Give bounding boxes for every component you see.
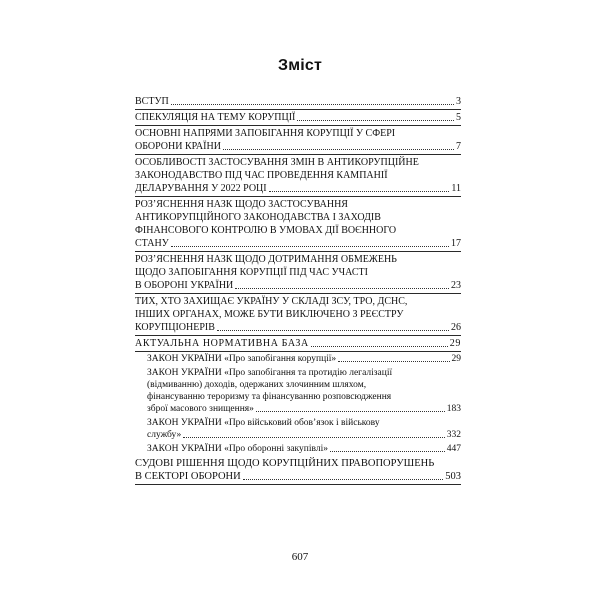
toc-entry-text: В СЕКТОРІ ОБОРОНИ: [135, 471, 241, 482]
toc-entry-last-line: [147, 443, 461, 455]
dot-leader: [330, 451, 445, 452]
toc-entry: [135, 197, 461, 252]
toc-entry-text: ТИХ, ХТО ЗАХИЩАЄ УКРАЇНУ У СКЛАДІ ЗСУ, ТРО, ДСНС,: [135, 296, 408, 307]
toc-entry-text: ОБОРОНИ КРАЇНИ: [135, 141, 221, 152]
dot-leader: [223, 149, 454, 150]
toc-entry: [135, 336, 461, 352]
toc-entry-text: ФІНАНСОВОГО КОНТРОЛЮ В УМОВАХ ДІЇ ВОЄННОГО: [135, 225, 397, 236]
dot-leader: [171, 246, 449, 247]
toc-entry-text: РОЗ’ЯСНЕННЯ НАЗК ЩОДО ДОТРИМАННЯ ОБМЕЖЕНЬ: [135, 254, 397, 265]
toc-entry-last-line: [135, 182, 461, 195]
toc-entry-text: СУДОВІ РІШЕННЯ ЩОДО КОРУПЦІЙНИХ ПРАВОПОРУШЕНЬ: [135, 458, 435, 469]
toc-entry-last-line: [135, 237, 461, 250]
toc-page-number: 11: [451, 183, 461, 194]
toc-entry-text: фінансуванню тероризму та фінансуванню розповсюдження: [147, 392, 392, 402]
dot-leader: [338, 361, 449, 362]
toc-entry-last-line: [135, 95, 461, 108]
toc-entry-text: зброї масового знищення»: [147, 404, 254, 414]
toc-entry-text: РОЗ’ЯСНЕННЯ НАЗК ЩОДО ЗАСТОСУВАННЯ: [135, 199, 348, 210]
dot-leader: [256, 411, 445, 412]
toc-subentry: [147, 366, 461, 416]
dot-leader: [311, 346, 448, 347]
page-number: 607: [291, 551, 309, 563]
toc-entry-text: ЗАКОН УКРАЇНИ «Про запобігання та протидію легалізації: [147, 368, 393, 378]
toc-entry-text: АКТУАЛЬНА НОРМАТИВНА БАЗА: [135, 338, 309, 349]
toc-entry-last-line: [147, 403, 461, 415]
toc-page-number: 23: [451, 280, 461, 291]
dot-leader: [269, 191, 450, 192]
toc-page-number: 7: [456, 141, 461, 152]
toc-entry: [135, 456, 461, 485]
page-title: Зміст: [277, 57, 323, 74]
toc-entry-text: ЗАКОН УКРАЇНИ «Про запобігання корупції»: [147, 354, 337, 364]
dot-leader: [297, 120, 454, 121]
toc-entry: [135, 126, 461, 155]
toc-subentry: [147, 352, 461, 366]
dot-leader: [243, 479, 444, 480]
toc-entry-last-line: [135, 321, 461, 334]
toc-entry-last-line: [135, 111, 461, 124]
toc-entry: [135, 252, 461, 294]
toc-entry: [135, 155, 461, 197]
toc-page-number: 29: [449, 338, 461, 349]
toc-entry-text: ДЕЛАРУВАННЯ У 2022 РОЦІ: [135, 183, 267, 194]
toc-entry-text: АНТИКОРУПЦІЙНОГО ЗАКОНОДАВСТВА І ЗАХОДІВ: [135, 212, 381, 223]
toc-entry-last-line: [135, 279, 461, 292]
dot-leader: [217, 330, 449, 331]
toc-subentry: [147, 442, 461, 456]
toc-entry-text: В ОБОРОНІ УКРАЇНИ: [135, 280, 234, 291]
toc-page-number: 503: [445, 471, 461, 482]
toc-entry-last-line: [135, 337, 461, 350]
toc-page-number: 332: [446, 430, 461, 440]
toc-page-number: 29: [451, 354, 461, 364]
toc-entry-text: ЗАКОН УКРАЇНИ «Про військовий обов’язок і військову: [147, 418, 380, 428]
dot-leader: [171, 104, 454, 105]
toc-entry-text: КОРУПЦІОНЕРІВ: [135, 322, 215, 333]
toc-entry-last-line: [147, 429, 461, 441]
toc-entry-text: (відмиванню) доходів, одержаних злочинним шляхом,: [147, 380, 367, 390]
toc-entry-last-line: [135, 140, 461, 153]
toc-entry-text: службу»: [147, 430, 182, 440]
toc-subentry: [147, 416, 461, 442]
toc-entry-text: СПЕКУЛЯЦІЯ НА ТЕМУ КОРУПЦІЇ: [135, 112, 296, 123]
toc-entry-text: ОСНОВНІ НАПРЯМИ ЗАПОБІГАННЯ КОРУПЦІЇ У СФЕРІ: [135, 128, 396, 139]
toc-entry-text: ЗАКОН УКРАЇНИ «Про оборонні закупівлі»: [147, 444, 328, 454]
toc-page-number: 3: [456, 96, 461, 107]
toc-entry-last-line: [147, 353, 461, 365]
toc-page-number: 26: [451, 322, 461, 333]
toc-page-number: 17: [451, 238, 461, 249]
toc-entry-text: СТАНУ: [135, 238, 169, 249]
toc-entry-text: ІНШИХ ОРГАНАХ, МОЖЕ БУТИ ВИКЛЮЧЕНО З РЕЄСТРУ: [135, 309, 404, 320]
toc-entry: [135, 294, 461, 336]
toc-page-number: 447: [446, 444, 461, 454]
toc-entry-last-line: [135, 470, 461, 483]
dot-leader: [235, 288, 449, 289]
toc-entry-text: ЩОДО ЗАПОБІГАННЯ КОРУПЦІЇ ПІД ЧАС УЧАСТІ: [135, 267, 368, 278]
toc-entry-text: ВСТУП: [135, 96, 169, 107]
table-of-contents: [135, 94, 461, 485]
dot-leader: [183, 437, 445, 438]
toc-page-number: 183: [446, 404, 461, 414]
toc-entry: [135, 110, 461, 126]
toc-entry: [135, 94, 461, 110]
toc-page-number: 5: [456, 112, 461, 123]
toc-entry-text: ОСОБЛИВОСТІ ЗАСТОСУВАННЯ ЗМІН В АНТИКОРУПЦІЙНЕ: [135, 157, 419, 168]
toc-entry-text: ЗАКОНОДАВСТВО ПІД ЧАС ПРОВЕДЕННЯ КАМПАНІЇ: [135, 170, 388, 181]
